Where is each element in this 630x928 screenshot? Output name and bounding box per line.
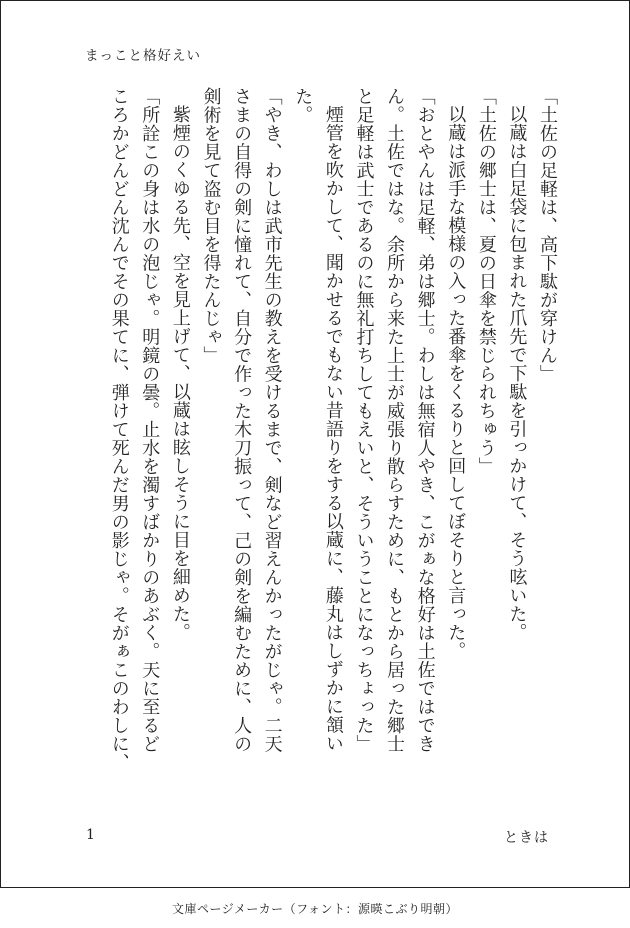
text-line: 「所詮この身は水の泡じゃ。明鏡の曇。止水を濁すばかりのあぶく。天に至るど xyxy=(139,87,161,753)
body-text xyxy=(103,87,562,807)
text-line: 剣術を見て盗む目を得たんじゃ」 xyxy=(200,87,222,365)
text-line: ん。土佐ではな。余所から来た上士が威張り散らすために、もとから居った郷士 xyxy=(384,87,406,753)
author-name: ときは xyxy=(504,830,549,846)
text-line: さまの自得の剣に憧れて、自分で作った木刀振って、己の剣を編むために、人の xyxy=(231,87,253,753)
text-line: ころかどんどん沈んでその果てに、弾けて死んだ男の影じゃ。そがぁこのわしに、 xyxy=(108,87,130,772)
text-line: 煙管を吹かして、聞かせるでもない昔語りをする以蔵に、藤丸はしずかに頷い xyxy=(322,105,344,753)
text-line: 以蔵は白足袋に包まれた爪先で下駄を引っかけて、そう呟いた。 xyxy=(506,105,528,642)
text-line: 紫煙のくゆる先、空を見上げて、以蔵は眩しそうに目を細めた。 xyxy=(169,105,191,642)
generator-credit: 文庫ページメーカー（フォント：源暎こぶり明朝） xyxy=(171,902,459,916)
text-line: 「おとやんは足軽、弟は郷士。わしは無宿人やき、こがぁな格好は土佐ではでき xyxy=(414,87,436,753)
text-line: た。 xyxy=(292,87,314,124)
text-line: と足軽は武士であるのに無礼打ちしてもえいと、そういうことになっちょった」 xyxy=(353,87,375,753)
text-line: 「土佐の足軽は、高下駄が穿けん」 xyxy=(537,87,558,383)
text-line: 「土佐の郷士は、夏の日傘を禁じられちゅう」 xyxy=(475,87,497,476)
book-title: まっこと格好えい xyxy=(85,48,201,64)
text-line: 「やき、わしは武市先生の教えを受けるまで、剣など習えんかったがじゃ。二天 xyxy=(261,87,283,753)
text-line: 以蔵は派手な模様の入った番傘をくるりと回してぼそりと言った。 xyxy=(445,105,467,660)
page-number: 1 xyxy=(86,827,95,843)
